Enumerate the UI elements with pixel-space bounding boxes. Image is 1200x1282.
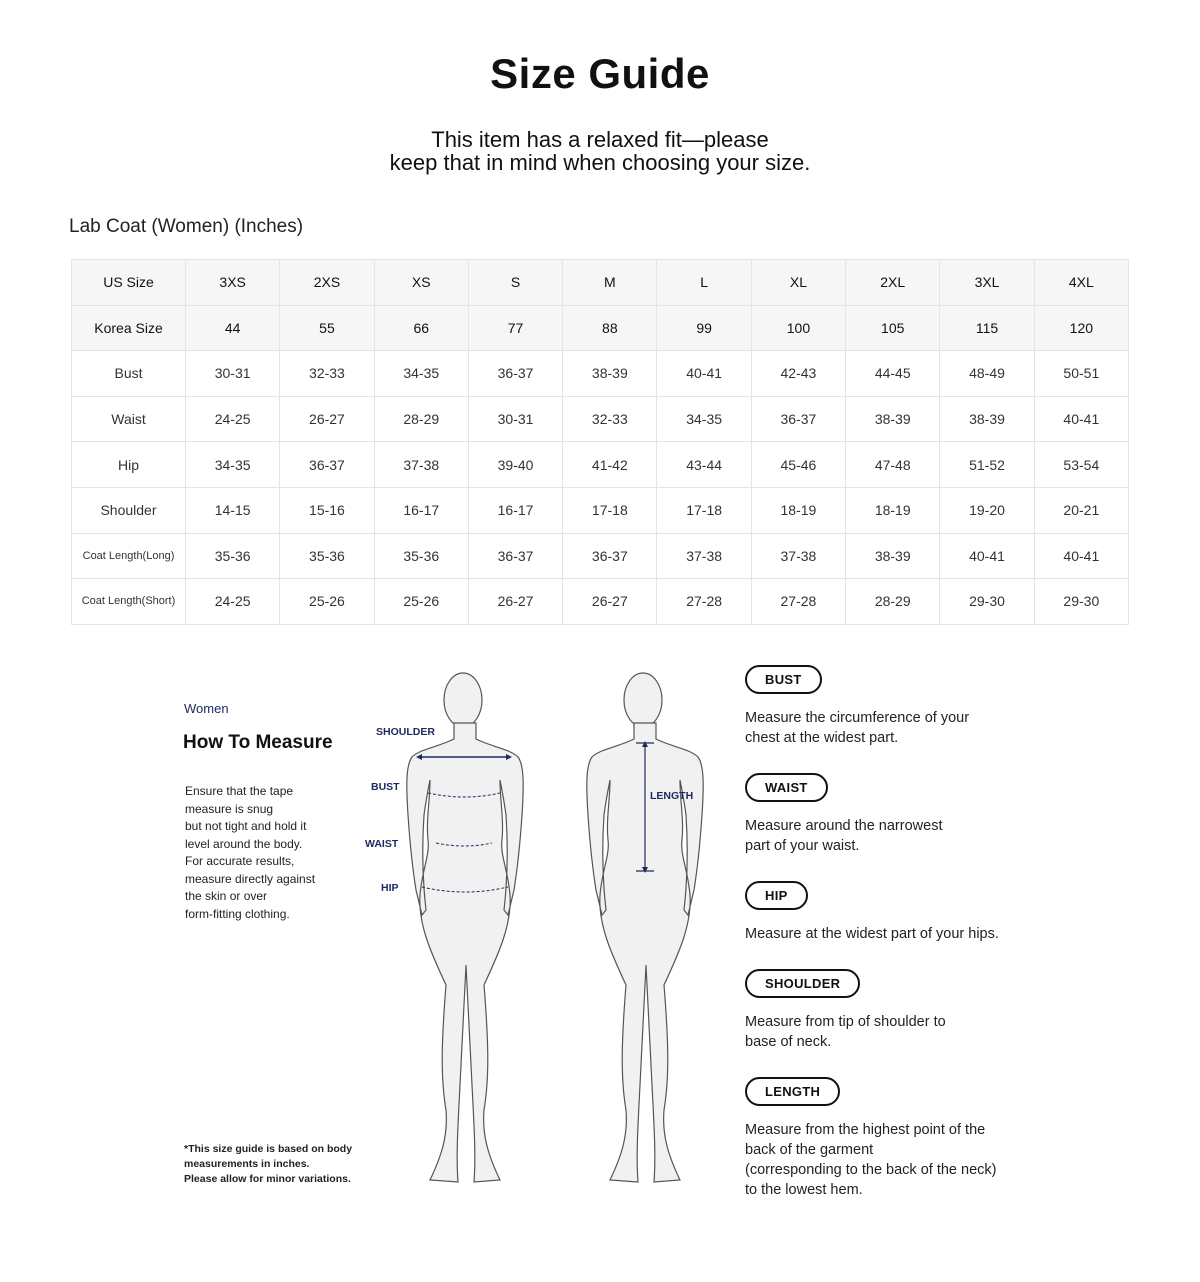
table-cell: 42-43 — [751, 351, 845, 397]
figure-label-shoulder: SHOULDER — [376, 726, 435, 738]
table-cell: 38-39 — [846, 533, 940, 579]
table-cell: 29-30 — [940, 579, 1034, 625]
table-cell: 34-35 — [657, 396, 751, 442]
table-cell: 24-25 — [186, 396, 280, 442]
guide-description: Measure the circumference of your chest at the widest part. — [745, 710, 970, 746]
guide-label-badge: SHOULDER — [745, 969, 860, 998]
table-cell: 99 — [657, 305, 751, 351]
table-cell: 3XL — [940, 260, 1034, 306]
front-body-figure — [407, 673, 523, 1182]
table-cell: 38-39 — [846, 396, 940, 442]
table-cell: L — [657, 260, 751, 306]
table-cell: 36-37 — [563, 533, 657, 579]
table-cell: 36-37 — [751, 396, 845, 442]
guide-label-badge: HIP — [745, 881, 808, 910]
note-line-2: measurements in inches. — [184, 1158, 310, 1170]
table-cell: 44-45 — [846, 351, 940, 397]
table-cell: S — [468, 260, 562, 306]
row-label: US Size — [72, 260, 186, 306]
table-cell: 34-35 — [186, 442, 280, 488]
table-row — [72, 442, 1129, 488]
table-cell: 30-31 — [468, 396, 562, 442]
table-cell: 17-18 — [563, 487, 657, 533]
note-line-3: Please allow for minor variations. — [184, 1173, 351, 1185]
table-cell: 40-41 — [657, 351, 751, 397]
table-cell: M — [563, 260, 657, 306]
table-row — [72, 260, 1129, 306]
guide-item — [745, 665, 1045, 748]
table-cell: 35-36 — [280, 533, 374, 579]
table-cell: 32-33 — [563, 396, 657, 442]
table-cell: 14-15 — [186, 487, 280, 533]
table-cell: 3XS — [186, 260, 280, 306]
table-row — [72, 533, 1129, 579]
table-cell: 88 — [563, 305, 657, 351]
table-cell: 37-38 — [751, 533, 845, 579]
table-cell: 30-31 — [186, 351, 280, 397]
table-cell: 15-16 — [280, 487, 374, 533]
table-cell: 36-37 — [468, 533, 562, 579]
row-label: Hip — [72, 442, 186, 488]
note-line-1: *This size guide is based on body — [184, 1143, 353, 1155]
table-cell: 105 — [846, 305, 940, 351]
guide-item — [745, 773, 1045, 856]
table-cell: 66 — [374, 305, 468, 351]
table-cell: 28-29 — [846, 579, 940, 625]
table-cell: 40-41 — [1034, 533, 1128, 579]
table-cell: 53-54 — [1034, 442, 1128, 488]
size-table — [71, 259, 1129, 625]
table-cell: 37-38 — [657, 533, 751, 579]
table-cell: 35-36 — [374, 533, 468, 579]
table-cell: 18-19 — [751, 487, 845, 533]
table-cell: 38-39 — [563, 351, 657, 397]
table-cell: 32-33 — [280, 351, 374, 397]
table-cell: 25-26 — [280, 579, 374, 625]
table-cell: XL — [751, 260, 845, 306]
guide-description: Measure at the widest part of your hips. — [745, 926, 999, 942]
table-cell: 26-27 — [563, 579, 657, 625]
table-cell: 26-27 — [468, 579, 562, 625]
table-cell: 37-38 — [374, 442, 468, 488]
table-cell: 55 — [280, 305, 374, 351]
table-cell: 16-17 — [374, 487, 468, 533]
table-cell: 26-27 — [280, 396, 374, 442]
table-cell: 38-39 — [940, 396, 1034, 442]
guide-item — [745, 969, 1045, 1052]
table-cell: 51-52 — [940, 442, 1034, 488]
figure-label-length: LENGTH — [650, 790, 694, 802]
row-label: Korea Size — [72, 305, 186, 351]
how-to-measure-heading: How To Measure — [183, 732, 333, 753]
table-cell: 40-41 — [1034, 396, 1128, 442]
table-cell: 28-29 — [374, 396, 468, 442]
table-row — [72, 351, 1129, 397]
table-cell: 27-28 — [657, 579, 751, 625]
row-label: Bust — [72, 351, 186, 397]
body-figures-illustration — [350, 655, 730, 1195]
table-cell: 17-18 — [657, 487, 751, 533]
table-row — [72, 396, 1129, 442]
guide-item — [745, 1077, 1045, 1200]
table-cell: 50-51 — [1034, 351, 1128, 397]
table-cell: 2XL — [846, 260, 940, 306]
table-cell: 40-41 — [940, 533, 1034, 579]
subtitle-line-2: keep that in mind when choosing your size. — [389, 150, 811, 175]
table-cell: 48-49 — [940, 351, 1034, 397]
table-cell: XS — [374, 260, 468, 306]
table-cell: 41-42 — [563, 442, 657, 488]
table-title: Lab Coat (Women) (Inches) — [69, 216, 304, 237]
table-cell: 44 — [186, 305, 280, 351]
figure-label-waist: WAIST — [365, 838, 399, 850]
table-cell: 4XL — [1034, 260, 1128, 306]
table-cell: 2XS — [280, 260, 374, 306]
table-cell: 77 — [468, 305, 562, 351]
table-cell: 25-26 — [374, 579, 468, 625]
row-label: Waist — [72, 396, 186, 442]
row-label: Shoulder — [72, 487, 186, 533]
figure-label-hip: HIP — [381, 882, 399, 894]
table-row — [72, 487, 1129, 533]
table-row — [72, 579, 1129, 625]
guide-description: Measure from tip of shoulder to base of neck. — [745, 1014, 946, 1050]
table-cell: 45-46 — [751, 442, 845, 488]
guide-description: Measure from the highest point of the back of the garment (corresponding to the back of the neck) to the lowest hem. — [745, 1122, 997, 1198]
table-cell: 100 — [751, 305, 845, 351]
women-label: Women — [184, 701, 229, 716]
page-title: Size Guide — [490, 50, 710, 97]
table-cell: 20-21 — [1034, 487, 1128, 533]
table-cell: 120 — [1034, 305, 1128, 351]
table-cell: 16-17 — [468, 487, 562, 533]
table-cell: 24-25 — [186, 579, 280, 625]
table-cell: 19-20 — [940, 487, 1034, 533]
subtitle-line-1: This item has a relaxed fit—please — [431, 127, 769, 152]
measure-instructions: Ensure that the tape measure is snug but not tight and hold it level around the body. For accurate results, measure directly against the skin or over form-fitting clothing. — [185, 784, 316, 921]
table-cell: 39-40 — [468, 442, 562, 488]
table-cell: 29-30 — [1034, 579, 1128, 625]
table-cell: 115 — [940, 305, 1034, 351]
table-cell: 27-28 — [751, 579, 845, 625]
figure-label-bust: BUST — [371, 781, 400, 793]
table-cell: 47-48 — [846, 442, 940, 488]
table-cell: 36-37 — [468, 351, 562, 397]
guide-label-badge: BUST — [745, 665, 822, 694]
guide-description: Measure around the narrowest part of your waist. — [745, 818, 943, 854]
table-cell: 43-44 — [657, 442, 751, 488]
table-cell: 18-19 — [846, 487, 940, 533]
guide-item — [745, 881, 1045, 944]
page-subtitle — [0, 128, 1200, 174]
guide-label-badge: LENGTH — [745, 1077, 840, 1106]
row-label: Coat Length(Long) — [72, 533, 186, 579]
table-cell: 36-37 — [280, 442, 374, 488]
guide-label-badge: WAIST — [745, 773, 828, 802]
table-cell: 35-36 — [186, 533, 280, 579]
table-cell: 34-35 — [374, 351, 468, 397]
table-row — [72, 305, 1129, 351]
row-label: Coat Length(Short) — [72, 579, 186, 625]
